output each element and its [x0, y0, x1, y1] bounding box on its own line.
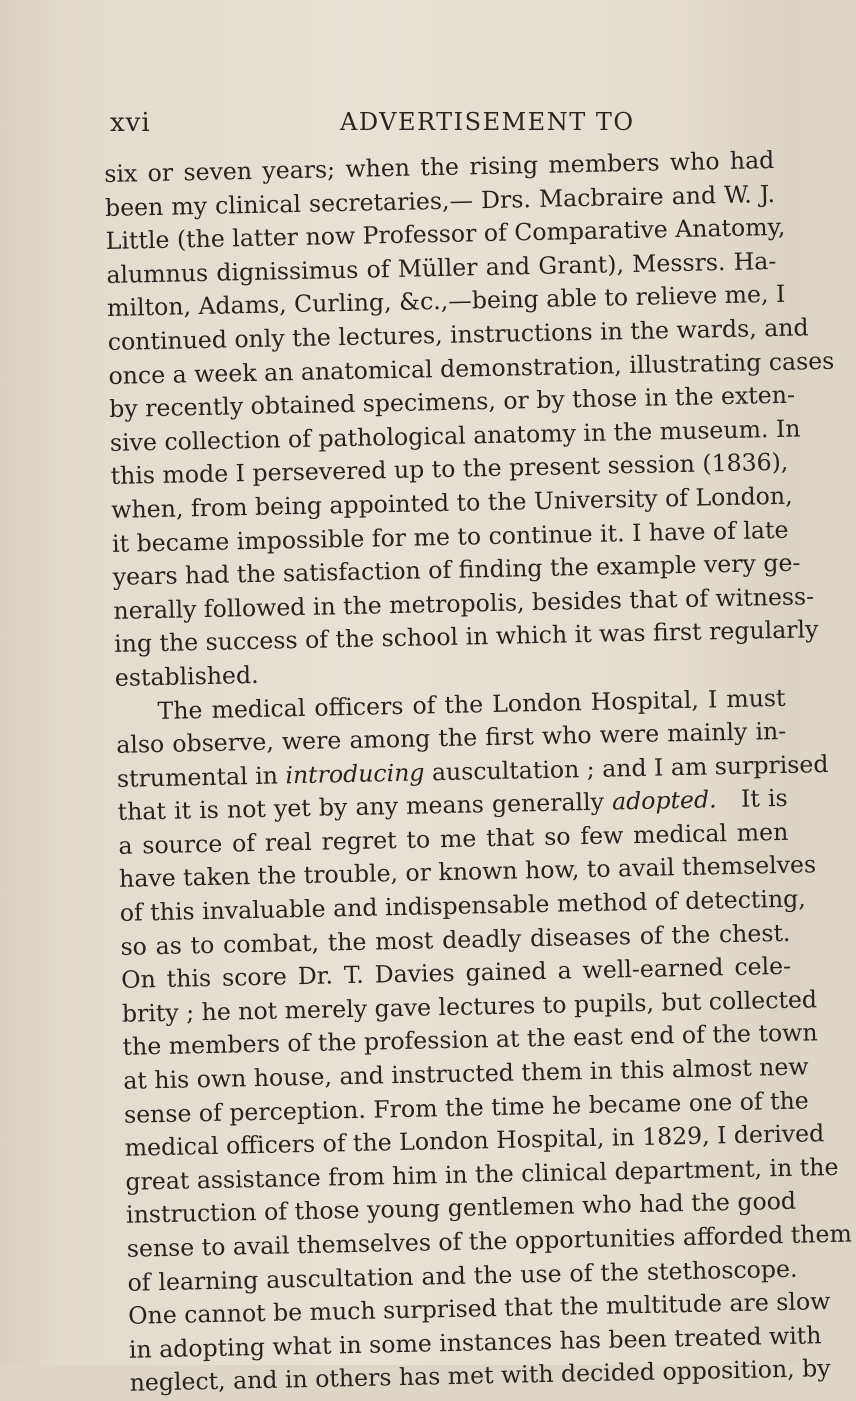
text-line: so as to combat, the most deadly diseases of the chest. — [120, 918, 791, 961]
text-line: been my clinical secretaries,— Drs. Macbraire and W. J. — [104, 179, 776, 222]
emphasis-text: introducing — [285, 758, 425, 790]
text-line: the members of the profession at the east end of the town — [122, 1018, 818, 1062]
text-line: have taken the trouble, or known how, to avail themselves — [118, 850, 817, 894]
text-line: instruction of those young gentlemen who had the good — [125, 1187, 797, 1230]
text-line: six or seven years; when the rising members who had — [104, 145, 775, 188]
text-line: of learning auscultation and the use of the stethoscope. — [127, 1254, 798, 1297]
text-line: of this invaluable and indispensable method of detecting, — [119, 884, 807, 927]
text-line: alumnus dignissimus of Müller and Grant), Messrs. Ha- — [106, 246, 777, 289]
text-line: once a week an anatomical demonstration, illustrating cases — [108, 346, 835, 390]
text-line: sense of perception. From the time he became one of the — [123, 1086, 810, 1129]
text-line: in adopting what in some instances has been treated with — [128, 1321, 822, 1364]
text-line: established. — [114, 660, 259, 692]
text-line: sense to avail themselves of the opportunities afforded them — [126, 1219, 853, 1263]
text-segment: auscultation ; and I am surprised — [431, 749, 829, 786]
text-line: this mode I persevered up to the present session (1836), — [110, 448, 789, 491]
text-segment: strumental in — [116, 761, 279, 793]
text-line: great assistance from him in the clinical department, in the — [125, 1152, 839, 1196]
text-line: Little (the latter now Professor of Comparative Anatomy, — [105, 212, 786, 256]
text-line: when, from being appointed to the University of London, — [111, 481, 793, 524]
body-text — [104, 144, 853, 1401]
text-line: sive collection of pathological anatomy in the museum. In — [109, 414, 801, 457]
text-line: at his own house, and instructed them in this almost new — [123, 1052, 809, 1095]
text-line: brity ; he not merely gave lectures to pupils, but collected — [121, 985, 818, 1028]
text-segment: It is — [740, 784, 788, 814]
text-segment: that it is not yet by any means generally — [117, 787, 605, 827]
text-line: ing the success of the school in which it was first regularly — [113, 615, 819, 659]
text-line: also observe, were among the first who were mainly in- — [116, 716, 787, 759]
text-line: years had the satisfaction of finding the example very ge- — [112, 548, 801, 592]
text-line: On this score Dr. T. Davies gained a well-earned cele- — [120, 952, 792, 995]
emphasis-text: adopted. — [611, 785, 717, 816]
running-head-title: ADVERTISEMENT TO — [340, 108, 635, 136]
text-line: medical officers of the London Hospital, in 1829, I derived — [124, 1119, 825, 1162]
text-line: by recently obtained specimens, or by those in the exten- — [108, 380, 796, 424]
text-line: continued only the lectures, instructions in the wards, and — [107, 313, 809, 356]
text-line: milton, Adams, Curling, &c.,—being able to relieve me, I — [106, 280, 786, 323]
page-number: xvi — [110, 108, 151, 138]
text-line: nerally followed in the metropolis, besides that of witness- — [113, 581, 815, 625]
text-line: it became impossible for me to continue it. I have of late — [111, 515, 789, 558]
running-head — [110, 108, 770, 144]
text-line: a source of real regret to me that so few medical men — [118, 817, 789, 860]
paragraph-start-line: The medical officers of the London Hospital, I must — [157, 683, 786, 725]
text-line: One cannot be much surprised that the multitude are slow — [127, 1287, 831, 1330]
text-line: neglect, and in others has met with decided opposition, by — [129, 1354, 831, 1398]
